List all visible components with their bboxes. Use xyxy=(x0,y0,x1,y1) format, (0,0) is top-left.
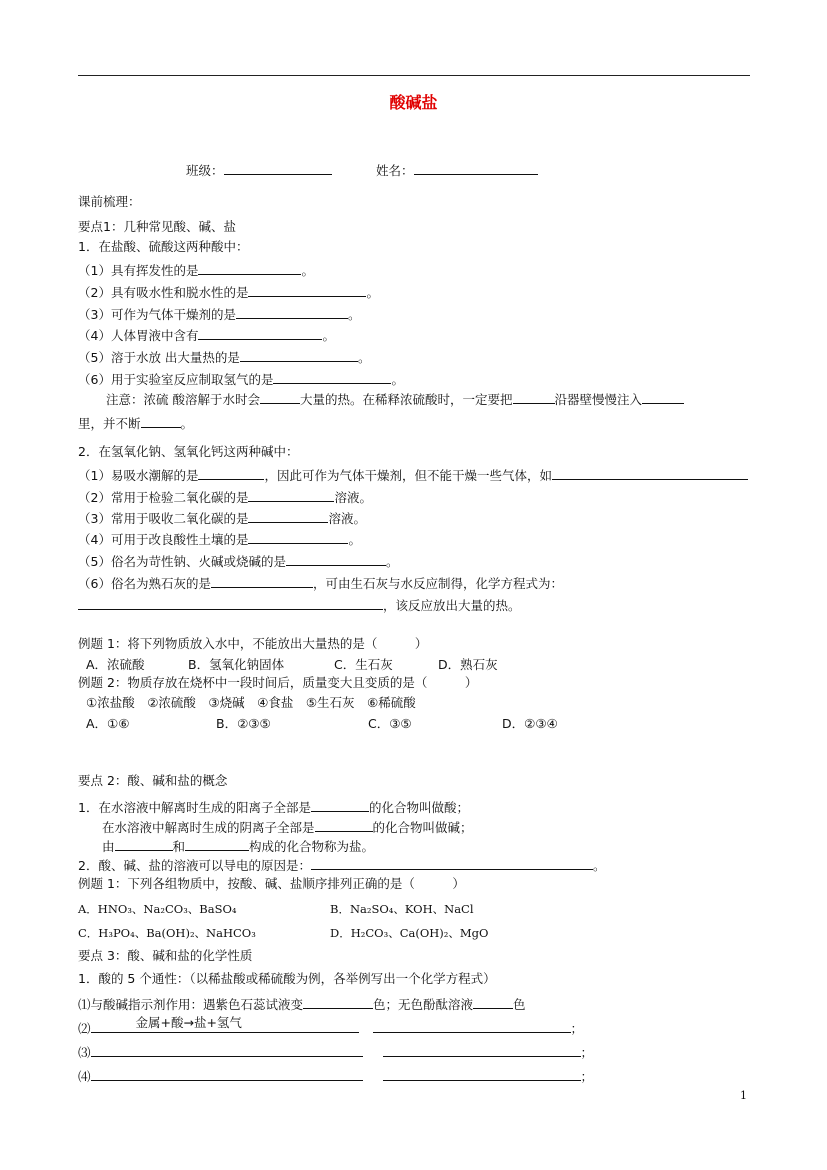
answer-blank[interactable] xyxy=(248,283,366,297)
example-3-question: 例题 1：下列各组物质中，按酸、碱、盐顺序排列正确的是（ ） xyxy=(78,876,465,891)
property-4: ⑷ ； xyxy=(78,1069,594,1084)
answer-blank[interactable] xyxy=(513,390,555,404)
example-3-option-d[interactable]: D．H₂CO₃、Ca(OH)₂、MgO xyxy=(330,926,489,940)
answer-blank[interactable] xyxy=(248,488,334,502)
example-3-option-c[interactable]: C．H₃PO₄、Ba(OH)₂、NaHCO₃ xyxy=(78,926,256,940)
answer-blank[interactable] xyxy=(198,326,322,340)
item-1-4: （4）人体胃液中含有 。 xyxy=(78,328,335,343)
answer-blank[interactable] xyxy=(473,995,513,1009)
page-number: 1 xyxy=(740,1089,747,1102)
example-1-option-b[interactable]: B．氢氧化钠固体 xyxy=(188,657,285,672)
section-heading-3: 要点 3：酸、碱和盐的化学性质 xyxy=(78,948,253,963)
example-2-question: 例题 2：物质存放在烧杯中一段时间后，质量变大且变质的是（ ） xyxy=(78,675,478,690)
example-2-option-a[interactable]: A．①⑥ xyxy=(86,716,130,731)
item-2-4: （4）可用于改良酸性土壤的是 。 xyxy=(78,532,361,547)
example-1-option-d[interactable]: D．熟石灰 xyxy=(438,657,498,672)
property-1: ⑴与酸碱指示剂作用：遇紫色石蕊试液变 色；无色酚酞溶液 色 xyxy=(78,997,526,1012)
class-field: 班级： xyxy=(186,161,332,179)
section-pre-review: 课前梳理： xyxy=(78,194,141,209)
answer-blank[interactable] xyxy=(248,509,328,523)
concept-base: 在水溶液中解离时生成的阴离子全部是 的化合物叫做碱； xyxy=(102,820,473,835)
equation-blank[interactable] xyxy=(383,1043,581,1057)
answer-blank[interactable] xyxy=(248,530,348,544)
example-2-items: ①浓盐酸 ②浓硫酸 ③烧碱 ④食盐 ⑤生石灰 ⑥稀硫酸 xyxy=(86,695,416,710)
answer-blank[interactable] xyxy=(198,466,264,480)
item-2-5: （5）俗名为苛性钠、火碱或烧碱的是 。 xyxy=(78,554,399,569)
answer-blank[interactable] xyxy=(260,390,300,404)
answer-blank[interactable] xyxy=(240,348,358,362)
example-2-option-c[interactable]: C．③⑤ xyxy=(368,716,412,731)
section-heading-2: 要点 2：酸、碱和盐的概念 xyxy=(78,773,228,788)
item-2-3: （3）常用于吸收二氧化碳的是 溶液。 xyxy=(78,511,366,526)
example-1-option-a[interactable]: A．浓硫酸 xyxy=(86,657,145,672)
name-blank[interactable] xyxy=(414,161,538,175)
item-2-1: （1）易吸水潮解的是 ，因此可作为气体干燥剂，但不能干燥一些气体，如 xyxy=(78,466,748,484)
equation-blank[interactable] xyxy=(383,1067,581,1081)
section-heading-1: 要点1：几种常见酸、碱、盐 xyxy=(78,219,236,234)
answer-blank[interactable] xyxy=(198,261,301,275)
header-rule xyxy=(78,75,750,76)
answer-blank[interactable] xyxy=(236,305,348,319)
answer-blank[interactable] xyxy=(286,552,386,566)
concept-salt: 由 和 构成的化合物称为盐。 xyxy=(102,839,375,854)
example-3-option-b[interactable]: B．Na₂SO₄、KOH、NaCl xyxy=(330,902,474,916)
example-2-option-d[interactable]: D．②③④ xyxy=(502,716,558,731)
answer-blank[interactable] xyxy=(115,837,173,851)
example-3-option-a[interactable]: A．HNO₃、Na₂CO₃、BaSO₄ xyxy=(78,902,237,916)
class-blank[interactable] xyxy=(224,161,332,175)
item-1-6: （6）用于实验室反应制取氢气的是 。 xyxy=(78,372,404,387)
property-2: ⑵ 金属+酸→盐+氢气 ； xyxy=(78,1015,584,1036)
example-1-question: 例题 1：将下列物质放入水中，不能放出大量热的是（ ） xyxy=(78,636,428,651)
item-1-2: （2）具有吸水性和脱水性的是 。 xyxy=(78,285,379,300)
answer-blank[interactable] xyxy=(315,818,373,832)
question-1: 1．在盐酸、硫酸这两种酸中： xyxy=(78,239,249,254)
example-2-option-b[interactable]: B．②③⑤ xyxy=(216,716,271,731)
note-line: 注意：浓硫 酸溶解于水时会 大量的热。在稀释浓硫酸时，一定要把 沿器壁慢慢注入 xyxy=(106,390,684,408)
page-title: 酸碱盐 xyxy=(389,93,438,112)
item-1-5: （5）溶于水放 出大量热的是 。 xyxy=(78,350,371,365)
equation-blank[interactable] xyxy=(91,1067,363,1081)
item-2-2: （2）常用于检验二氧化碳的是 溶液。 xyxy=(78,490,372,505)
question-2: 2．在氢氧化钠、氢氧化钙这两种碱中： xyxy=(78,444,299,459)
property-3: ⑶ ； xyxy=(78,1045,594,1060)
concept-conductivity: 2．酸、碱、盐的溶液可以导电的原因是： 。 xyxy=(78,858,606,873)
item-2-6: （6）俗名为熟石灰的是 ，可由生石灰与水反应制得，化学方程式为： xyxy=(78,576,563,591)
concept-acid: 1．在水溶液中解离时生成的阳离子全部是 的化合物叫做酸； xyxy=(78,800,469,815)
answer-blank[interactable] xyxy=(303,995,373,1009)
answer-blank[interactable] xyxy=(311,856,593,870)
item-1-1: （1）具有挥发性的是 。 xyxy=(78,263,314,278)
item-2-6-cont: ，该反应放出大量的热。 xyxy=(78,596,521,614)
property-2-label: 金属+酸→盐+氢气 xyxy=(135,1015,242,1030)
equation-blank[interactable] xyxy=(78,596,383,610)
item-1-3: （3）可作为气体干燥剂的是 。 xyxy=(78,307,361,322)
note-line-2: 里，并不断 。 xyxy=(78,416,194,431)
answer-blank[interactable] xyxy=(211,574,313,588)
acid-properties-question: 1．酸的 5 个通性：（以稀盐酸或稀硫酸为例，各举例写出一个化学方程式） xyxy=(78,971,496,986)
answer-blank[interactable] xyxy=(273,370,391,384)
example-1-option-c[interactable]: C．生石灰 xyxy=(334,657,393,672)
answer-blank[interactable] xyxy=(141,414,181,428)
equation-blank[interactable] xyxy=(91,1015,359,1033)
answer-blank[interactable] xyxy=(185,837,249,851)
equation-blank[interactable] xyxy=(373,1019,571,1033)
answer-blank[interactable] xyxy=(311,798,369,812)
equation-blank[interactable] xyxy=(91,1043,363,1057)
answer-blank[interactable] xyxy=(642,390,684,404)
name-field: 姓名： xyxy=(376,161,538,179)
answer-blank[interactable] xyxy=(552,466,748,480)
